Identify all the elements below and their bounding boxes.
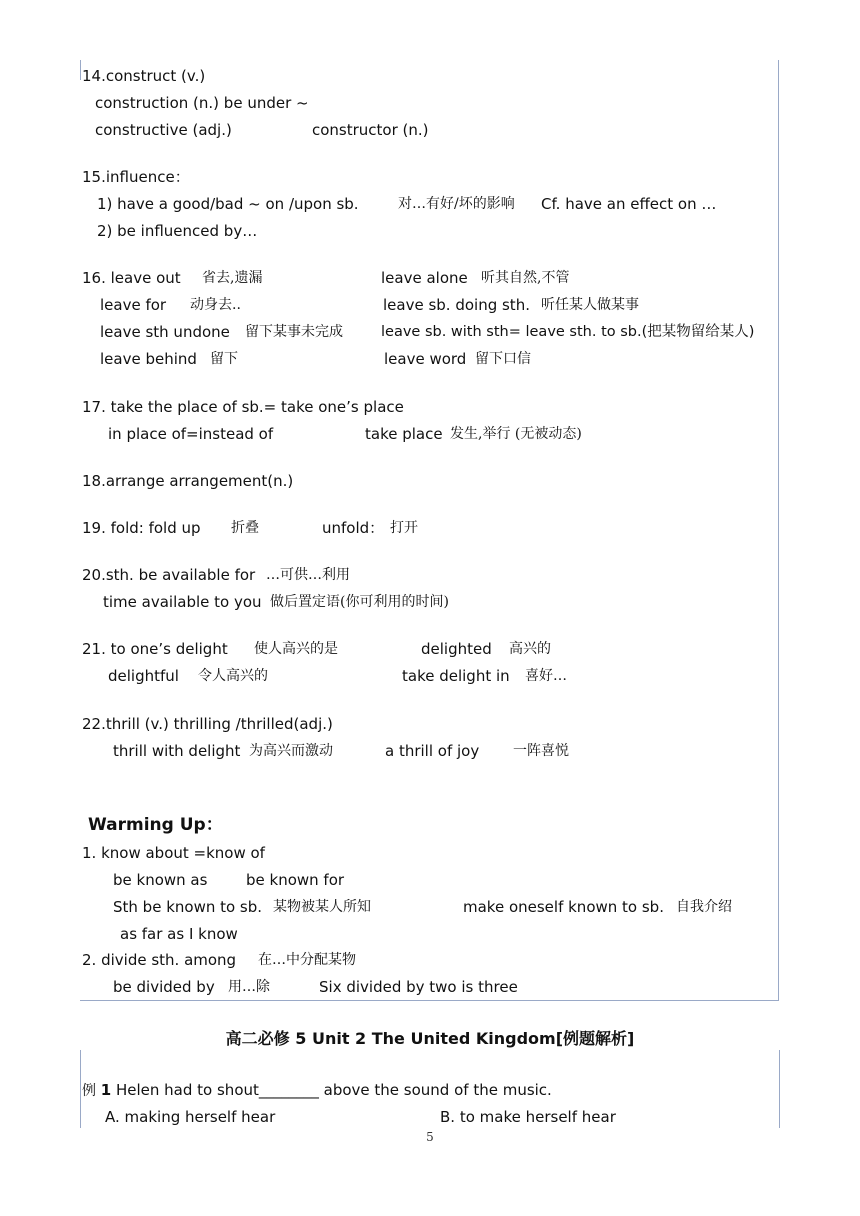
vocab-15-head: 15.influence：: [82, 168, 190, 186]
vocab-22-delight: thrill with delight: [113, 742, 241, 760]
vocab-20-time: time available to you: [103, 593, 262, 611]
vocab-20-time-cn: 做后置定语(你可利用的时间): [270, 594, 449, 610]
vocab-22-joy: a thrill of joy: [385, 742, 480, 760]
warmup-1-knownfor: be known for: [246, 871, 345, 889]
vocab-19-unfold: unfold：: [322, 519, 385, 537]
vocab-15-line2: 2) be influenced by…: [97, 222, 258, 240]
vocab-16-behind-cn: 留下: [210, 351, 238, 367]
vocab-17-takeplace-cn: 发生,举行 (无被动态): [450, 426, 582, 442]
warmup-1-oneself: make oneself known to sb.: [463, 898, 664, 916]
vocab-16-with: leave sb. with sth= leave sth. to sb.(把某物留给某人): [381, 324, 755, 340]
vocab-19-foldup-cn: 折叠: [231, 520, 259, 536]
vocab-19-head: 19. fold: fold up: [82, 519, 201, 537]
example-1-question: [82, 1081, 552, 1100]
vocab-21-delighted: delighted: [421, 640, 492, 658]
vocab-16-word: leave word: [384, 350, 467, 368]
vocab-16-undone-cn: 留下某事未完成: [245, 324, 343, 340]
warmup-1-asfar: as far as I know: [120, 925, 238, 943]
vocab-20-head: 20.sth. be available for: [82, 566, 256, 584]
warmup-2-head: 2. divide sth. among: [82, 951, 237, 969]
warmup-2-dividedby-cn: 用…除: [228, 979, 270, 995]
content-box-left-edge: [80, 60, 81, 80]
vocab-16-head-cn: 省去,遗漏: [202, 270, 263, 286]
example-label: 例: [82, 1083, 96, 1099]
vocab-14-adj: constructive (adj.): [95, 121, 232, 139]
vocab-22-joy-cn: 一阵喜悦: [513, 743, 569, 759]
vocab-16-word-cn: 留下口信: [475, 351, 531, 367]
vocab-21-delighted-cn: 高兴的: [509, 641, 551, 657]
warmup-1-knownto: Sth be known to sb.: [113, 898, 263, 916]
vocab-17-head: 17. take the place of sb.= take one’s place: [82, 398, 404, 416]
warmup-1-oneself-cn: 自我介绍: [676, 899, 732, 915]
warmup-1-knownto-cn: 某物被某人所知: [273, 899, 371, 915]
example-1-option-b: B. to make herself hear: [440, 1108, 616, 1126]
vocab-14-head: 14.construct (v.): [82, 67, 206, 85]
vocab-21-head: 21. to one’s delight: [82, 640, 228, 658]
vocab-15-line1-cn: 对…有好/坏的影响: [398, 196, 515, 212]
vocab-20-head-cn: …可供…利用: [266, 567, 350, 583]
warmup-2-example: Six divided by two is three: [319, 978, 518, 996]
vocab-21-takedelight-cn: 喜好…: [525, 668, 567, 684]
vocab-16-doing: leave sb. doing sth.: [383, 296, 530, 314]
vocab-21-takedelight: take delight in: [402, 667, 510, 685]
vocab-16-head: 16. leave out: [82, 269, 181, 287]
vocab-17-takeplace: take place: [365, 425, 443, 443]
vocab-16-undone: leave sth undone: [100, 323, 230, 341]
example-1-stem: Helen had to shout________ above the sound of the music.: [116, 1081, 552, 1099]
vocab-16-behind: leave behind: [100, 350, 197, 368]
vocab-16-alone-cn: 听其自然,不管: [481, 270, 570, 286]
vocab-18-head: 18.arrange arrangement(n.): [82, 472, 294, 490]
page-number: 5: [426, 1130, 434, 1144]
vocab-16-for: leave for: [100, 296, 167, 314]
vocab-21-delightful: delightful: [108, 667, 179, 685]
vocab-22-delight-cn: 为高兴而激动: [249, 743, 333, 759]
vocab-21-head-cn: 使人高兴的是: [254, 641, 338, 657]
section-title: 高二必修 5 Unit 2 The United Kingdom[例题解析]: [225, 1029, 635, 1048]
example-1-option-a: A. making herself hear: [105, 1108, 276, 1126]
warmup-2-dividedby: be divided by: [113, 978, 215, 996]
warmup-1-knownas: be known as: [113, 871, 208, 889]
vocab-19-unfold-cn: 打开: [390, 520, 418, 536]
vocab-14-noun: constructor (n.): [312, 121, 429, 139]
vocab-16-doing-cn: 听任某人做某事: [541, 297, 639, 313]
vocab-16-alone: leave alone: [381, 269, 468, 287]
warmup-1-head: 1. know about =know of: [82, 844, 265, 862]
vocab-15-cf: Cf. have an effect on …: [541, 195, 717, 213]
vocab-14-line2: construction (n.) be under ~: [95, 94, 309, 112]
warmup-2-head-cn: 在…中分配某物: [258, 952, 356, 968]
example-number: 1: [100, 1081, 112, 1099]
vocab-16-for-cn: 动身去..: [190, 297, 241, 313]
vocab-21-delightful-cn: 令人高兴的: [198, 668, 268, 684]
warming-up-heading: Warming Up：: [88, 815, 223, 835]
vocab-17-instead: in place of=instead of: [108, 425, 274, 443]
vocab-22-head: 22.thrill (v.) thrilling /thrilled(adj.): [82, 715, 333, 733]
vocab-15-line1: 1) have a good/bad ~ on /upon sb.: [97, 195, 359, 213]
